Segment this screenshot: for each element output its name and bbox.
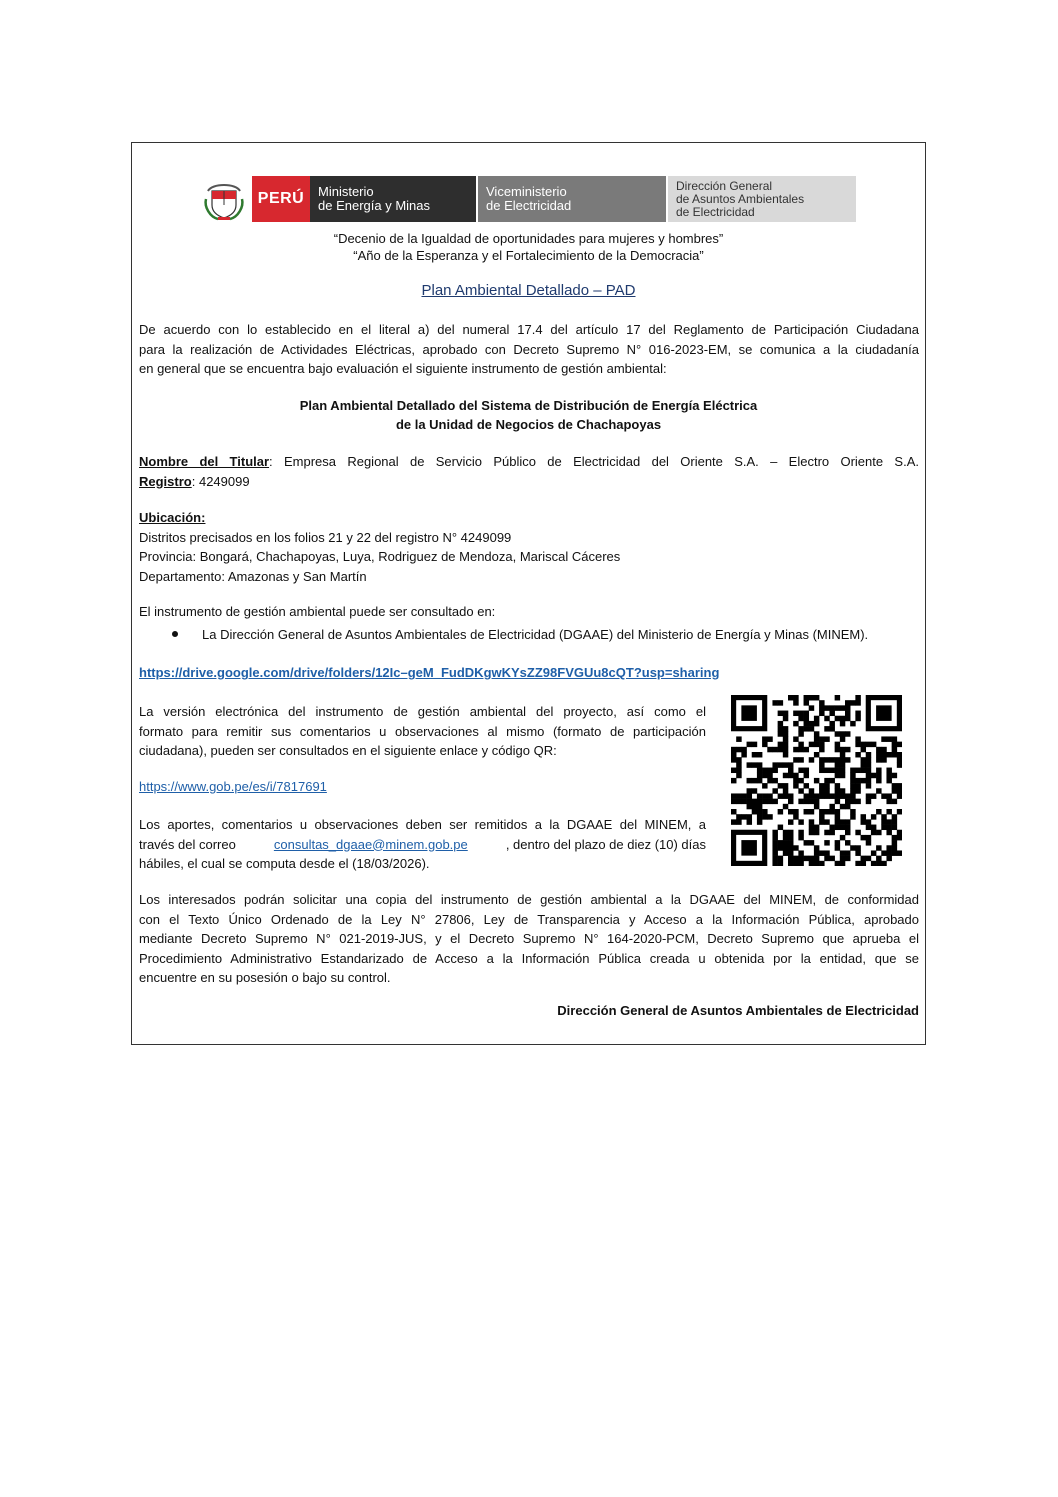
location-block (139, 508, 919, 586)
intro-line: para la realización de Actividades Eléctricas, aprobado con Decreto Supremo N° 016-2023-EM, se comunica a la ciudadanía (139, 341, 919, 357)
registro-value: : 4249099 (191, 473, 250, 489)
instrument-line2: de la Unidad de Negocios de Chachapoyas (395, 417, 662, 432)
location-province: Provincia: Bongará, Chachapoyas, Luya, Rodriguez de Mendoza, Mariscal Cáceres (139, 549, 621, 564)
aportes-line: hábiles, el cual se computa desde el (18/03/2026). (139, 856, 430, 871)
dir-line3: de Electricidad (676, 204, 755, 219)
location-department: Departamento: Amazonas y San Martín (139, 568, 367, 584)
titular-line (139, 452, 919, 472)
copy-line: Procedimiento Administrativo Estandarizado de Acceso a la Información Pública creada u obtenida por la entidad, que se (139, 950, 919, 966)
instrument-name (131, 396, 926, 434)
coat-of-arms-icon (202, 177, 246, 221)
instrument-line1: Plan Ambiental Detallado del Sistema de Distribución de Energía Eléctrica (299, 398, 758, 413)
motto-line1: “Decenio de la Igualdad de oportunidades para mujeres y hombres” (333, 231, 724, 246)
copy-line: con el Texto Único Ordenado de la Ley N° 27806, Ley de Transparencia y Acceso a la Información Pública, aprobado (139, 911, 919, 927)
dir-line1: Dirección General (676, 178, 773, 193)
copy-line: encuentre en su posesión o bajo su control. (139, 970, 391, 985)
copy-paragraph (139, 890, 919, 988)
vice-line2: de Electricidad (486, 198, 572, 213)
intro-line: en general que se encuentra bajo evaluación el siguiente instrumento de gestión ambiental: (139, 361, 667, 376)
peru-brand: PERÚ (252, 176, 310, 222)
ministry-label (310, 176, 476, 222)
titular-block (139, 452, 919, 491)
titular-value: : Empresa Regional de Servicio Público de Electricidad del Oriente S.A. – Electro Oriente S.A. (269, 454, 919, 469)
intro-paragraph (139, 320, 919, 379)
motto-line2: “Año de la Esperanza y el Fortalecimiento de la Democracia” (353, 248, 704, 263)
qr-code-icon[interactable] (731, 695, 902, 866)
aportes-line: Los aportes, comentarios u observaciones deben ser remitidos a la DGAAE del MINEM, a (139, 817, 706, 832)
electronic-line: formato para remitir sus comentarios u observaciones al mismo (formato de participación (139, 723, 706, 739)
registro-label: Registro (139, 473, 192, 489)
dir-line2: de Asuntos Ambientales (676, 191, 805, 206)
location-districts: Distritos precisados en los folios 21 y 22 del registro N° 4249099 (139, 529, 512, 545)
ministry-line2: de Energía y Minas (318, 198, 431, 213)
direction-label (668, 176, 856, 222)
consult-intro: El instrumento de gestión ambiental puede ser consultado en: (139, 604, 496, 619)
copy-line: mediante Decreto Supremo N° 021-2019-JUS, y el Decreto Supremo N° 164-2020-PCM, Decreto Supremo que aprueba el (139, 931, 919, 946)
vice-line1: Viceministerio (486, 184, 567, 199)
email-link[interactable]: consultas_dgaae@minem.gob.pe (273, 836, 468, 852)
bullet-icon (172, 631, 178, 637)
intro-line: De acuerdo con lo establecido en el literal a) del numeral 17.4 del artículo 17 del Reglamento de Participación Ciudadana (139, 322, 919, 337)
aportes-paragraph (139, 815, 706, 874)
copy-line: Los interesados podrán solicitar una copia del instrumento de gestión ambiental a la DGAAE del MINEM, de conformidad (139, 892, 919, 907)
consult-bullet: La Dirección General de Asuntos Ambientales de Electricidad (DGAAE) del Ministerio de Energía y Minas (MINEM). (202, 627, 869, 642)
gob-link[interactable]: https://www.gob.pe/es/i/7817691 (139, 779, 327, 794)
electronic-paragraph (139, 702, 706, 761)
electronic-line: ciudadana), pueden ser consultados en el siguiente enlace y código QR: (139, 743, 557, 758)
motto (131, 230, 926, 264)
electronic-line: La versión electrónica del instrumento de gestión ambiental del proyecto, así como el (139, 704, 706, 719)
qr-graphic (731, 695, 902, 866)
aportes-post: , dentro del plazo de diez (10) días (505, 836, 706, 852)
registro-line (139, 472, 919, 492)
aportes-pre: través del correo (139, 836, 236, 852)
drive-link[interactable]: https://drive.google.com/drive/folders/12Ic–geM_FudDKgwKYsZZ98FVGUu8cQT?usp=sharing (139, 665, 720, 680)
aportes-email-line (139, 835, 706, 855)
titular-label: Nombre del Titular (139, 454, 270, 469)
ministry-line1: Ministerio (318, 184, 374, 199)
viceministry-label (478, 176, 666, 222)
institution-header (202, 176, 856, 222)
location-label: Ubicación: (139, 510, 206, 525)
page-title: Plan Ambiental Detallado – PAD (421, 282, 636, 299)
signature: Dirección General de Asuntos Ambientales de Electricidad (557, 1003, 919, 1018)
